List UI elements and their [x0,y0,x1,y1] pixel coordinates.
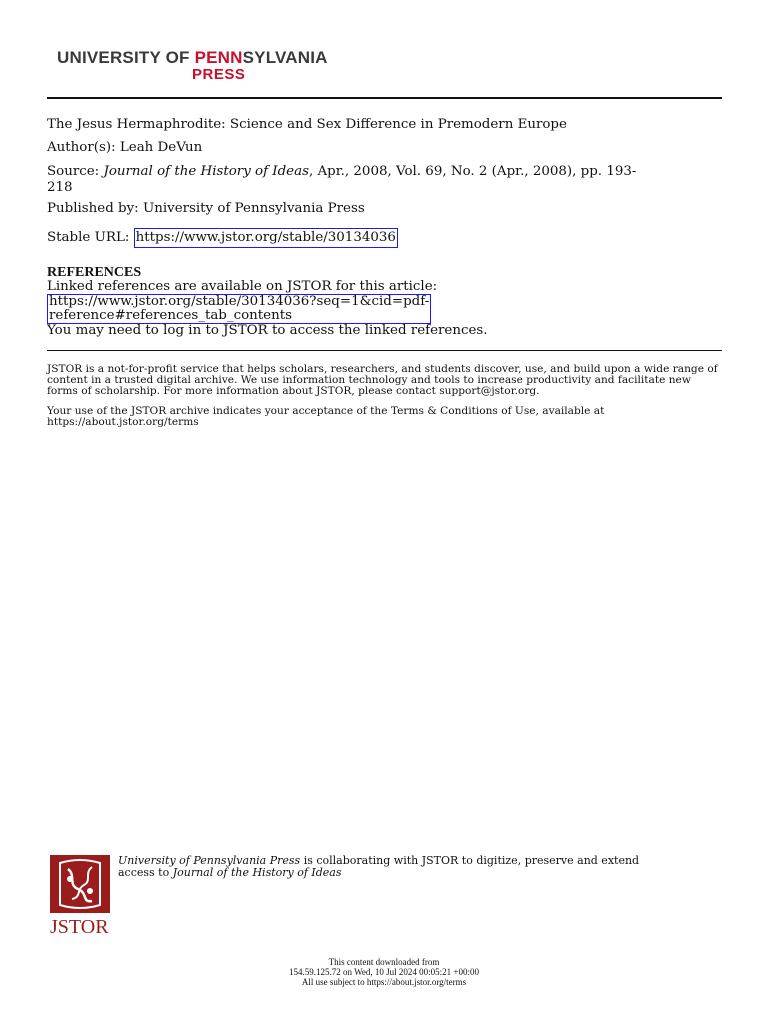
references-intro: Linked references are available on JSTOR for this article: [47,279,438,294]
download-footer [0,957,768,987]
footer-line-3: All use subject to https://about.jstor.org/terms [301,977,467,987]
footer-line-1: This content downloaded from [328,957,440,967]
middle-divider [47,350,722,351]
references-link[interactable]: https://www.jstor.org/stable/30134036?seq=1&cid=pdf- reference#references_tab_contents [49,294,430,323]
jstor-notice: JSTOR is a not-for-profit service that helps scholars, researchers, and students discover, use, and build upon a wide range of content in a trusted digital archive. We use information technology and tools to increase productivity and facilitate new forms of scholarship. For more information about JSTOR, please contact support@jstor.org. [47,363,718,397]
article-title: The Jesus Hermaphrodite: Science and Sex Difference in Premodern Europe [47,117,567,132]
stable-url-link[interactable]: https://www.jstor.org/stable/30134036 [134,228,398,248]
article-publisher: Published by: University of Pennsylvania Press [47,201,365,216]
article-source: Source: Journal of the History of Ideas, Apr., 2008, Vol. 69, No. 2 (Apr., 2008), pp. 193- 218 [47,164,637,195]
publisher-logo [52,44,336,86]
stable-url-row: Stable URL: https://www.jstor.org/stable/30134036 [47,228,727,248]
jstor-logo [48,855,116,937]
article-authors: Author(s): Leah DeVun [47,140,203,155]
top-divider [47,97,722,99]
terms-notice: Your use of the JSTOR archive indicates your acceptance of the Terms & Conditions of Use, available at https://about.jstor.org/terms [47,405,605,428]
references-login-note: You may need to log in to JSTOR to access the linked references. [47,323,488,338]
collaboration-statement: University of Pennsylvania Press is collaborating with JSTOR to digitize, preserve and extend access to Journal of the History of Ideas [118,854,640,879]
publisher-logo-line2: PRESS [192,66,246,83]
publisher-logo-line1: UNIVERSITY OF PENNSYLVANIA [57,48,328,67]
footer-line-2: 154.59.125.72 on Wed, 10 Jul 2024 00:05:21 +00:00 [289,967,479,977]
references-block [47,280,727,338]
jstor-wordmark: JSTOR [50,916,109,937]
references-heading: REFERENCES [47,265,142,280]
journal-title: Journal of the History of Ideas [103,164,309,179]
